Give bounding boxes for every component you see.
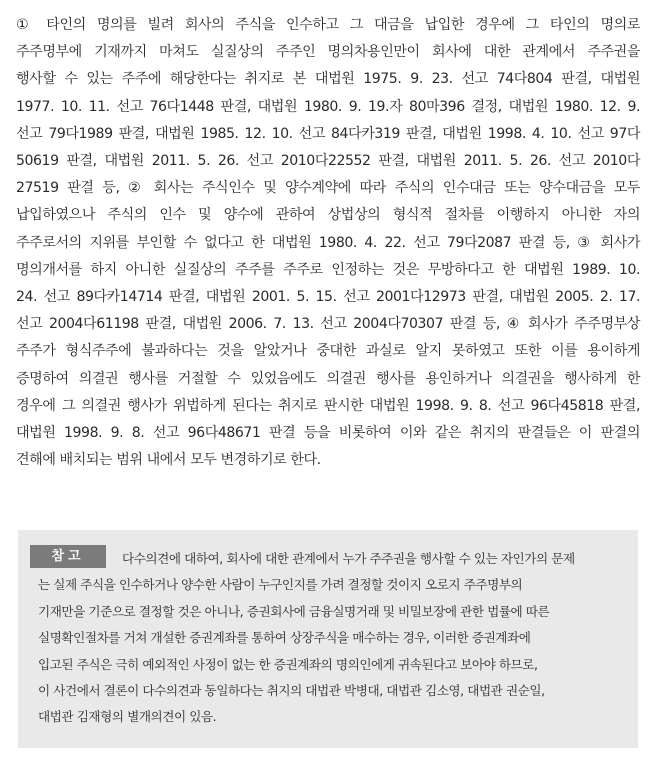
note-line: 이 사건에서 결론이 다수의견과 동일하다는 취지의 대법관 박병대, 대법관 김소영, 대법관 권순일, [38,683,545,699]
note-line: 입고된 주식은 극히 예외적인 사정이 없는 한 증권계좌의 명의인에게 귀속된다고 보아야 하므로, [38,656,538,672]
paragraph-line: 24. 선고 89다카14714 판결, 대법원 2001. 5. 15. 선고 2001다12973 판결, 대법원 2005. 2. 17. [16,289,640,306]
paragraph-line: 납입하였으나 주식의 인수 및 양수에 관하여 상법상의 형식적 절차를 이행하지 아니한 자의 [16,207,640,224]
paragraph-line: 주주명부에 기재까지 마쳐도 실질상의 주주인 명의차용인만이 회사에 대한 관계에서 주주권을 [16,44,640,61]
note-text [38,546,624,731]
note-badge: 참고 [30,545,106,568]
note-line: 기재만을 기준으로 결정할 것은 아니나, 증권회사에 금융실명거래 및 비밀보장에 관한 법률에 따른 [38,603,550,619]
paragraph-line: 명의개서를 하지 아니한 실질상의 주주를 주주로 인정하는 것은 무방하다고 한 대법원 1989. 10. [16,261,640,278]
note-line: 실명확인절차를 거쳐 개설한 증권계좌를 통하여 상장주식을 매수하는 경우, 이러한 증권계좌에 [38,630,531,646]
paragraph-line: ① 타인의 명의를 빌려 회사의 주식을 인수하고 그 대금을 납입한 경우에 그 타인의 명의로 [16,17,640,33]
paragraph-line: 행사할 수 있는 주주에 해당한다는 취지로 본 대법원 1975. 9. 23. 선고 74다804 판결, 대법원 [16,71,640,88]
paragraph-line: 27519 판결 등, ② 회사는 주식인수 및 양수계약에 따라 주식의 인수대금 또는 양수대금을 모두 [16,180,640,197]
main-paragraph [16,12,640,474]
paragraph-line: 1977. 10. 11. 선고 76다1448 판결, 대법원 1980. 9. 19.자 80마396 결정, 대법원 1980. 12. 9. [16,98,640,115]
note-line: 대법관 김재형의 별개의견이 있음. [38,709,217,725]
paragraph-line: 주주로서의 지위를 부인할 수 없다고 한 대법원 1980. 4. 22. 선고 79다2087 판결 등, ③ 회사가 [16,234,640,251]
paragraph-line: 대법원 1998. 9. 8. 선고 96다48671 판결 등을 비롯하여 이와 같은 취지의 판결들은 이 판결의 [16,425,640,442]
paragraph-line: 증명하여 의결권 행사를 거절할 수 있었음에도 의결권 행사를 용인하거나 의결권을 행사하게 한 [16,370,640,387]
note-line: 는 실제 주식을 인수하거나 양수한 사람이 누구인지를 가려 결정할 것이지 오로지 주주명부의 [38,577,523,593]
reference-note-box [18,530,638,748]
paragraph-line: 경우에 그 의결권 행사가 위법하게 된다는 취지로 판시한 대법원 1998. 9. 8. 선고 96다45818 판결, [16,397,640,414]
paragraph-line: 50619 판결, 대법원 2011. 5. 26. 선고 2010다22552 판결, 대법원 2011. 5. 26. 선고 2010다 [16,153,640,170]
paragraph-line: 선고 2004다61198 판결, 대법원 2006. 7. 13. 선고 2004다70307 판결 등, ④ 회사가 주주명부상 [16,316,640,333]
paragraph-line: 견해에 배치되는 범위 내에서 모두 변경하기로 한다. [16,452,321,469]
note-line: 다수의견에 대하여, 회사에 대한 관계에서 누가 주주권을 행사할 수 있는 자인가의 문제 [122,551,575,566]
paragraph-line: 주주가 형식주주에 불과하다는 것을 알았거나 중대한 과실로 알지 못하였고 또한 이를 용이하게 [16,343,640,360]
paragraph-line: 선고 79다1989 판결, 대법원 1985. 12. 10. 선고 84다카319 판결, 대법원 1998. 4. 10. 선고 97다 [16,125,640,142]
